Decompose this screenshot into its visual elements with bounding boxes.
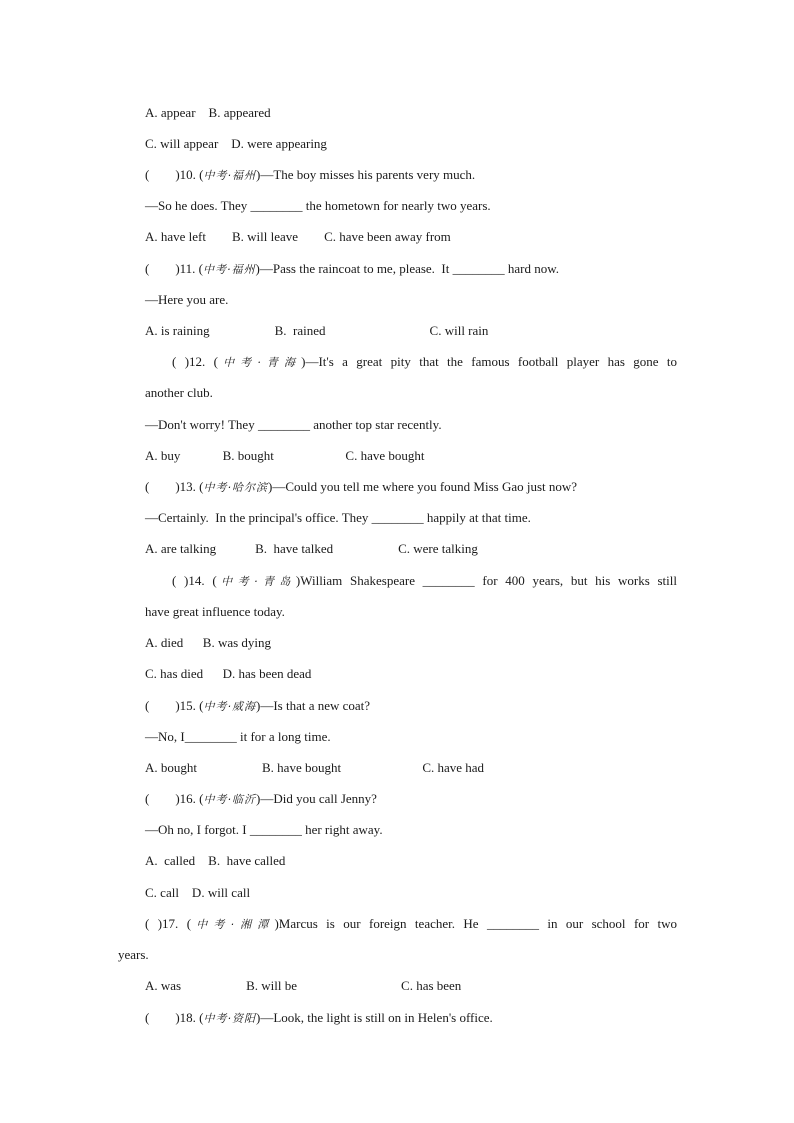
question-12-stem: ( )12. (中考·青海)—It's a great pity that the famous football player has gone to	[172, 354, 677, 369]
question-17-options: A. was B. will be C. has been	[145, 978, 462, 993]
question-12-dialogue: —Don't worry! They ________ another top star recently.	[145, 417, 442, 432]
question-17-stem: ( )17. (中考·湘潭)Marcus is our foreign teacher. He ________ in our school for two	[145, 916, 678, 931]
question-15-stem: ( )15. (中考·威海)—Is that a new coat?	[145, 698, 371, 713]
question-13-stem: ( )13. (中考·哈尔滨)—Could you tell me where you found Miss Gao just now?	[145, 479, 578, 494]
question-15-dialogue: —No, I________ it for a long time.	[145, 729, 331, 744]
question-9-options-ab: A. appear B. appeared	[145, 105, 271, 120]
question-14-stem: ( )14. (中考·青岛)William Shakespeare ________ for 400 years, but his works still	[172, 573, 678, 588]
question-18-source: 中考·资阳	[203, 1012, 256, 1025]
question-17-source: 中考·湘潭	[191, 918, 275, 931]
question-16-source: 中考·临沂	[203, 793, 256, 806]
question-10-options: A. have left B. will leave C. have been away from	[145, 229, 451, 244]
question-11-source: 中考·福州	[203, 263, 256, 276]
question-16-dialogue: —Oh no, I forgot. I ________ her right away.	[145, 822, 383, 837]
question-16-options-cd: C. call D. will call	[145, 885, 251, 900]
question-14-options-ab: A. died B. was dying	[145, 635, 272, 650]
question-10-dialogue: —So he does. They ________ the hometown for nearly two years.	[145, 198, 491, 213]
question-15-source: 中考·威海	[203, 700, 256, 713]
question-15-options: A. bought B. have bought C. have had	[145, 760, 485, 775]
question-14-source: 中考·青岛	[216, 575, 296, 588]
question-9-options-cd: C. will appear D. were appearing	[145, 136, 327, 151]
question-11-options: A. is raining B. rained C. will rain	[145, 323, 489, 338]
question-12-stem-continued: another club.	[145, 385, 213, 400]
question-17-stem-continued: years.	[118, 947, 149, 962]
question-13-source: 中考·哈尔滨	[203, 481, 268, 494]
question-16-stem: ( )16. (中考·临沂)—Did you call Jenny?	[145, 791, 377, 806]
question-12-source: 中考·青海	[217, 356, 302, 369]
question-16-options-ab: A. called B. have called	[145, 853, 286, 868]
question-11-stem: ( )11. (中考·福州)—Pass the raincoat to me, please. It ________ hard now.	[145, 261, 560, 276]
question-10-stem: ( )10. (中考·福州)—The boy misses his parents very much.	[145, 167, 476, 182]
question-14-stem-continued: have great influence today.	[145, 604, 285, 619]
question-18-stem: ( )18. (中考·资阳)—Look, the light is still on in Helen's office.	[145, 1010, 493, 1025]
question-14-options-cd: C. has died D. has been dead	[145, 666, 312, 681]
question-13-dialogue: —Certainly. In the principal's office. They ________ happily at that time.	[145, 510, 531, 525]
question-11-dialogue: —Here you are.	[145, 292, 229, 307]
question-12-options: A. buy B. bought C. have bought	[145, 448, 425, 463]
question-10-source: 中考·福州	[203, 169, 256, 182]
question-13-options: A. are talking B. have talked C. were talking	[145, 541, 478, 556]
